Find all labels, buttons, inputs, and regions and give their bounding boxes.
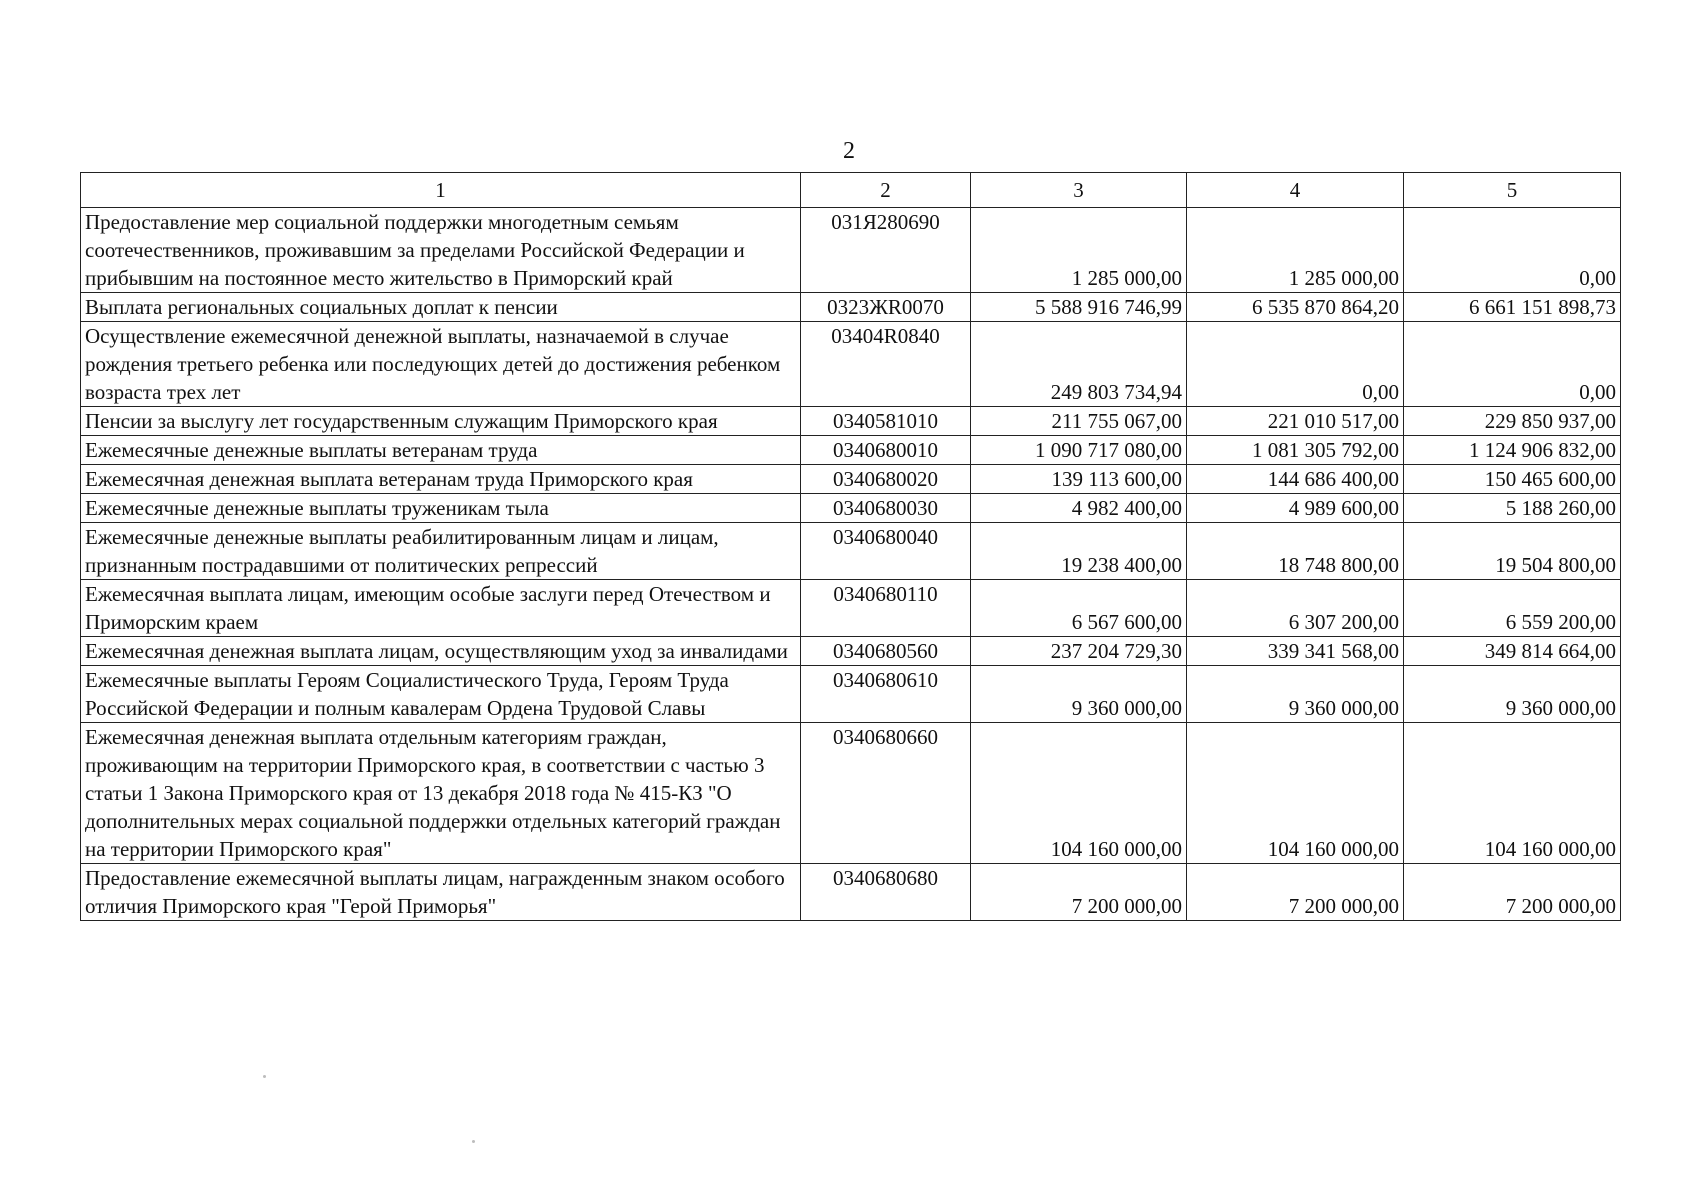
row-amount-5: 1 124 906 832,00	[1404, 436, 1621, 465]
row-amount-3: 139 113 600,00	[971, 465, 1187, 494]
row-amount-3: 4 982 400,00	[971, 494, 1187, 523]
row-name: Предоставление мер социальной поддержки многодетным семьям соотечественников, проживавшим за пределами Российской Федерации и прибывшим на постоянное место жительство в Приморский край	[81, 208, 801, 293]
table-row	[81, 637, 1621, 666]
row-code: 0340680560	[801, 637, 971, 666]
table-row	[81, 723, 1621, 864]
row-amount-5: 229 850 937,00	[1404, 407, 1621, 436]
row-amount-3: 104 160 000,00	[971, 723, 1187, 864]
column-header-code: 2	[801, 173, 971, 208]
table-row	[81, 407, 1621, 436]
row-amount-3: 1 285 000,00	[971, 208, 1187, 293]
scan-speck	[263, 1075, 266, 1078]
row-amount-3: 237 204 729,30	[971, 637, 1187, 666]
row-name: Ежемесячные денежные выплаты ветеранам труда	[81, 436, 801, 465]
row-amount-4: 221 010 517,00	[1187, 407, 1404, 436]
row-name: Ежемесячная денежная выплата лицам, осуществляющим уход за инвалидами	[81, 637, 801, 666]
row-name: Выплата региональных социальных доплат к пенсии	[81, 293, 801, 322]
row-code: 0340680040	[801, 523, 971, 580]
row-amount-3: 19 238 400,00	[971, 523, 1187, 580]
row-amount-3: 6 567 600,00	[971, 580, 1187, 637]
column-header-amount-3: 3	[971, 173, 1187, 208]
row-name: Ежемесячная выплата лицам, имеющим особые заслуги перед Отечеством и Приморским краем	[81, 580, 801, 637]
column-header-amount-4: 4	[1187, 173, 1404, 208]
row-code: 0340680010	[801, 436, 971, 465]
row-amount-5: 9 360 000,00	[1404, 666, 1621, 723]
row-amount-5: 7 200 000,00	[1404, 864, 1621, 921]
row-amount-5: 6 661 151 898,73	[1404, 293, 1621, 322]
row-amount-4: 0,00	[1187, 322, 1404, 407]
row-amount-4: 1 081 305 792,00	[1187, 436, 1404, 465]
row-amount-4: 6 307 200,00	[1187, 580, 1404, 637]
row-name: Пенсии за выслугу лет государственным служащим Приморского края	[81, 407, 801, 436]
row-code: 0340680030	[801, 494, 971, 523]
table-row	[81, 465, 1621, 494]
row-code: 0340680020	[801, 465, 971, 494]
table-row	[81, 436, 1621, 465]
row-name: Ежемесячные денежные выплаты труженикам тыла	[81, 494, 801, 523]
table-row	[81, 864, 1621, 921]
row-code: 0340680660	[801, 723, 971, 864]
row-amount-4: 144 686 400,00	[1187, 465, 1404, 494]
row-amount-3: 1 090 717 080,00	[971, 436, 1187, 465]
row-amount-4: 104 160 000,00	[1187, 723, 1404, 864]
table-row	[81, 322, 1621, 407]
row-amount-5: 150 465 600,00	[1404, 465, 1621, 494]
row-code: 0340680110	[801, 580, 971, 637]
row-amount-5: 0,00	[1404, 322, 1621, 407]
page-number: 2	[843, 138, 855, 164]
row-code: 0340680610	[801, 666, 971, 723]
table-row	[81, 523, 1621, 580]
column-header-name: 1	[81, 173, 801, 208]
row-name: Ежемесячная денежная выплата ветеранам труда Приморского края	[81, 465, 801, 494]
row-amount-5: 5 188 260,00	[1404, 494, 1621, 523]
row-name: Предоставление ежемесячной выплаты лицам, награжденным знаком особого отличия Приморского края "Герой Приморья"	[81, 864, 801, 921]
table-row	[81, 208, 1621, 293]
row-amount-5: 349 814 664,00	[1404, 637, 1621, 666]
row-amount-4: 4 989 600,00	[1187, 494, 1404, 523]
row-name: Осуществление ежемесячной денежной выплаты, назначаемой в случае рождения третьего ребенка или последующих детей до достижения ребенком возраста трех лет	[81, 322, 801, 407]
table-row	[81, 666, 1621, 723]
column-header-amount-5: 5	[1404, 173, 1621, 208]
row-code: 0340581010	[801, 407, 971, 436]
row-amount-3: 211 755 067,00	[971, 407, 1187, 436]
row-amount-5: 19 504 800,00	[1404, 523, 1621, 580]
row-amount-4: 18 748 800,00	[1187, 523, 1404, 580]
row-amount-5: 6 559 200,00	[1404, 580, 1621, 637]
row-amount-5: 104 160 000,00	[1404, 723, 1621, 864]
row-code: 0323ЖR0070	[801, 293, 971, 322]
row-amount-5: 0,00	[1404, 208, 1621, 293]
table-row	[81, 580, 1621, 637]
row-amount-3: 9 360 000,00	[971, 666, 1187, 723]
table-row	[81, 293, 1621, 322]
row-amount-3: 7 200 000,00	[971, 864, 1187, 921]
row-code: 031Я280690	[801, 208, 971, 293]
scan-speck	[472, 1140, 475, 1143]
row-amount-4: 9 360 000,00	[1187, 666, 1404, 723]
row-name: Ежемесячная денежная выплата отдельным категориям граждан, проживающим на территории Приморского края, в соответствии с частью 3 статьи 1 Закона Приморского края от 13 декабря 2018 года № 415-КЗ "О дополнительных мерах социальной поддержки отдельных категорий граждан на территории Приморского края"	[81, 723, 801, 864]
row-code: 03404R0840	[801, 322, 971, 407]
row-amount-3: 5 588 916 746,99	[971, 293, 1187, 322]
row-code: 0340680680	[801, 864, 971, 921]
row-name: Ежемесячные выплаты Героям Социалистического Труда, Героям Труда Российской Федерации и полным кавалерам Ордена Трудовой Славы	[81, 666, 801, 723]
header-row	[81, 173, 1621, 208]
row-amount-3: 249 803 734,94	[971, 322, 1187, 407]
row-amount-4: 1 285 000,00	[1187, 208, 1404, 293]
budget-table	[80, 172, 1621, 921]
row-amount-4: 7 200 000,00	[1187, 864, 1404, 921]
row-name: Ежемесячные денежные выплаты реабилитированным лицам и лицам, признанным пострадавшими от политических репрессий	[81, 523, 801, 580]
row-amount-4: 6 535 870 864,20	[1187, 293, 1404, 322]
row-amount-4: 339 341 568,00	[1187, 637, 1404, 666]
table-row	[81, 494, 1621, 523]
